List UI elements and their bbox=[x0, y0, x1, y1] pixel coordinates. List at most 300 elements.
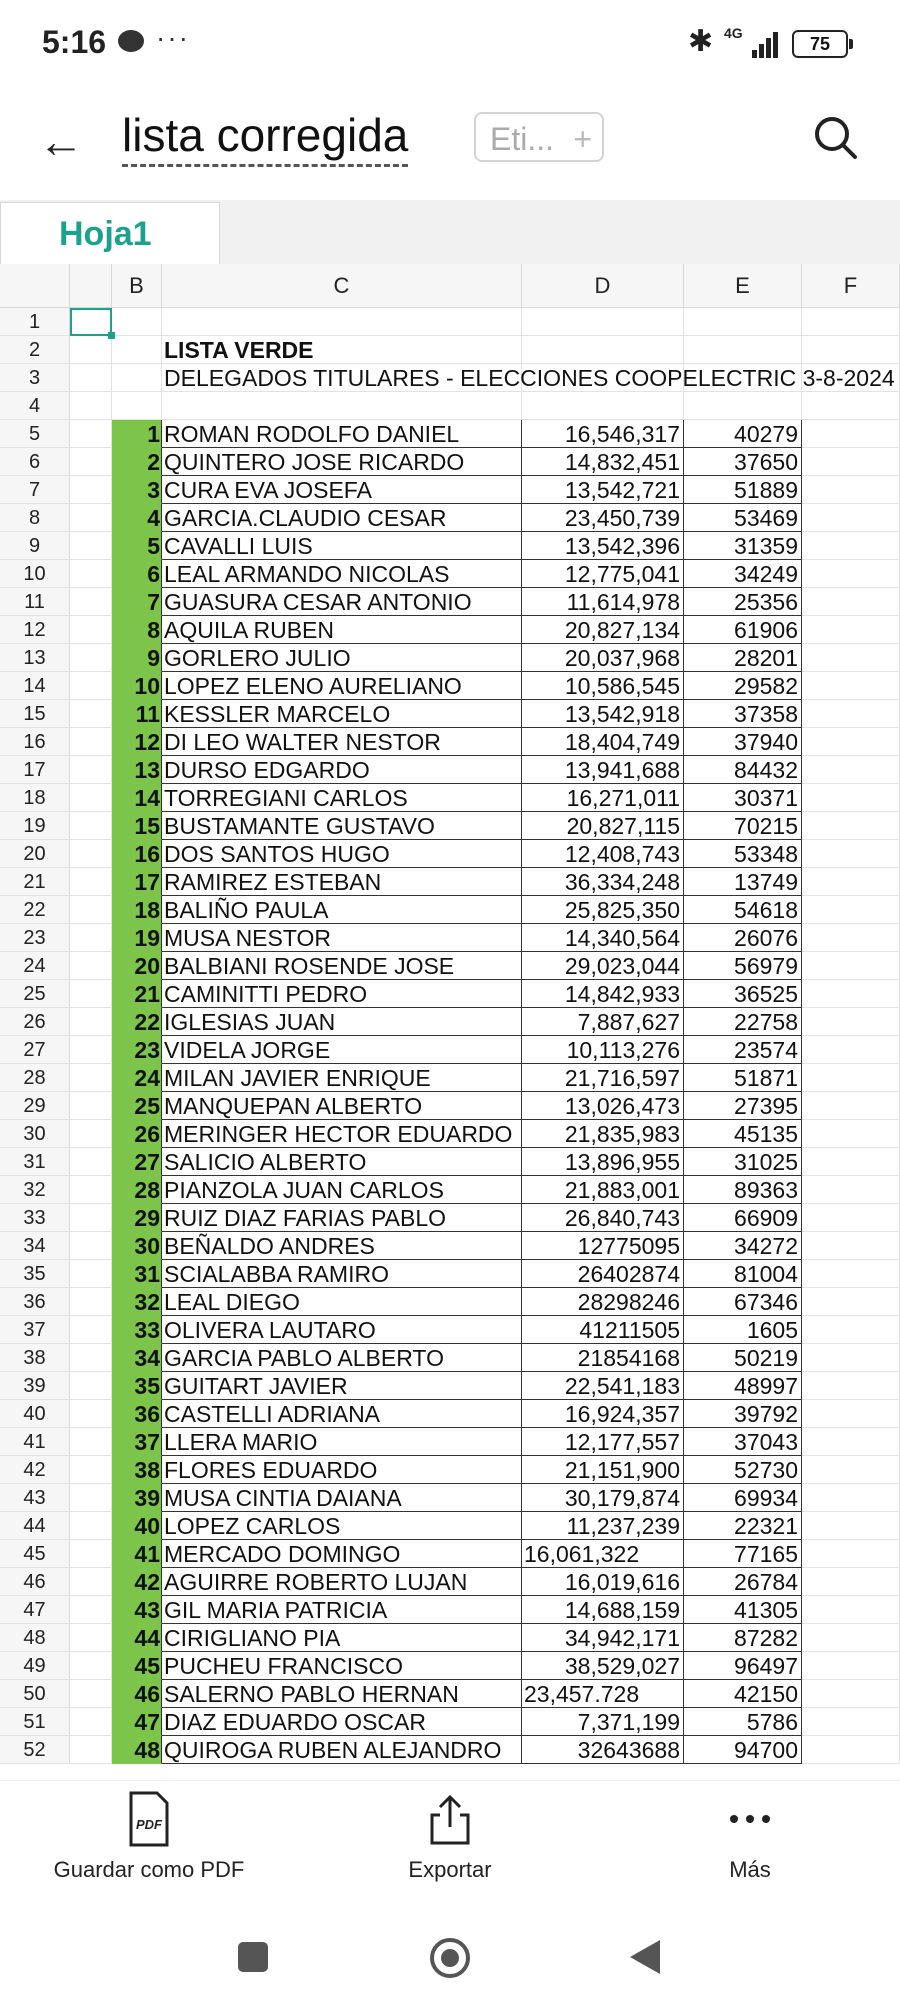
document-number-cell[interactable]: 38,529,027 bbox=[522, 1652, 684, 1680]
row-number[interactable]: 49 bbox=[0, 1652, 70, 1680]
home-icon[interactable] bbox=[428, 1936, 472, 1980]
grid-cell[interactable] bbox=[802, 448, 900, 476]
grid-cell[interactable] bbox=[70, 1008, 112, 1036]
grid-cell[interactable] bbox=[802, 896, 900, 924]
name-cell[interactable]: OLIVERA LAUTARO bbox=[162, 1316, 522, 1344]
name-cell[interactable]: MERCADO DOMINGO bbox=[162, 1540, 522, 1568]
name-cell[interactable]: ROMAN RODOLFO DANIEL bbox=[162, 420, 522, 448]
document-number-cell[interactable]: 34,942,171 bbox=[522, 1624, 684, 1652]
document-title[interactable]: lista corregida bbox=[122, 108, 408, 167]
grid-cell[interactable] bbox=[70, 392, 112, 420]
order-number-cell[interactable]: 22 bbox=[112, 1008, 162, 1036]
document-number-cell[interactable]: 29,023,044 bbox=[522, 952, 684, 980]
row-number[interactable]: 51 bbox=[0, 1708, 70, 1736]
search-icon[interactable] bbox=[812, 114, 858, 160]
member-number-cell[interactable]: 50219 bbox=[684, 1344, 802, 1372]
back-arrow-icon[interactable]: ← bbox=[38, 115, 84, 167]
row-number[interactable]: 25 bbox=[0, 980, 70, 1008]
name-cell[interactable]: QUINTERO JOSE RICARDO bbox=[162, 448, 522, 476]
document-number-cell[interactable]: 13,896,955 bbox=[522, 1148, 684, 1176]
row-number[interactable]: 42 bbox=[0, 1456, 70, 1484]
document-number-cell[interactable]: 26402874 bbox=[522, 1260, 684, 1288]
member-number-cell[interactable]: 22758 bbox=[684, 1008, 802, 1036]
name-cell[interactable]: BEÑALDO ANDRES bbox=[162, 1232, 522, 1260]
document-number-cell[interactable]: 16,271,011 bbox=[522, 784, 684, 812]
name-cell[interactable]: BALBIANI ROSENDE JOSE bbox=[162, 952, 522, 980]
document-number-cell[interactable]: 14,832,451 bbox=[522, 448, 684, 476]
grid-cell[interactable] bbox=[522, 364, 684, 392]
grid-cell[interactable] bbox=[70, 1036, 112, 1064]
row-number[interactable]: 8 bbox=[0, 504, 70, 532]
row-number[interactable]: 52 bbox=[0, 1736, 70, 1764]
row-number[interactable]: 32 bbox=[0, 1176, 70, 1204]
order-number-cell[interactable]: 48 bbox=[112, 1736, 162, 1764]
column-header-a[interactable] bbox=[70, 264, 112, 308]
member-number-cell[interactable]: 66909 bbox=[684, 1204, 802, 1232]
order-number-cell[interactable]: 30 bbox=[112, 1232, 162, 1260]
document-number-cell[interactable]: 14,688,159 bbox=[522, 1596, 684, 1624]
grid-cell[interactable] bbox=[70, 672, 112, 700]
row-number[interactable]: 44 bbox=[0, 1512, 70, 1540]
member-number-cell[interactable]: 34249 bbox=[684, 560, 802, 588]
order-number-cell[interactable]: 33 bbox=[112, 1316, 162, 1344]
member-number-cell[interactable]: 31025 bbox=[684, 1148, 802, 1176]
document-number-cell[interactable]: 21854168 bbox=[522, 1344, 684, 1372]
document-number-cell[interactable]: 11,237,239 bbox=[522, 1512, 684, 1540]
member-number-cell[interactable]: 51889 bbox=[684, 476, 802, 504]
grid-cell[interactable] bbox=[70, 476, 112, 504]
member-number-cell[interactable]: 89363 bbox=[684, 1176, 802, 1204]
grid-cell[interactable] bbox=[802, 812, 900, 840]
document-number-cell[interactable]: 14,340,564 bbox=[522, 924, 684, 952]
grid-cell[interactable] bbox=[70, 784, 112, 812]
grid-cell[interactable] bbox=[522, 392, 684, 420]
row-number[interactable]: 48 bbox=[0, 1624, 70, 1652]
order-number-cell[interactable]: 43 bbox=[112, 1596, 162, 1624]
document-number-cell[interactable]: 12,408,743 bbox=[522, 840, 684, 868]
grid-cell[interactable] bbox=[802, 1316, 900, 1344]
row-number[interactable]: 2 bbox=[0, 336, 70, 364]
row-number[interactable]: 27 bbox=[0, 1036, 70, 1064]
member-number-cell[interactable]: 30371 bbox=[684, 784, 802, 812]
member-number-cell[interactable]: 22321 bbox=[684, 1512, 802, 1540]
row-number[interactable]: 6 bbox=[0, 448, 70, 476]
order-number-cell[interactable]: 17 bbox=[112, 868, 162, 896]
document-number-cell[interactable]: 16,019,616 bbox=[522, 1568, 684, 1596]
member-number-cell[interactable]: 84432 bbox=[684, 756, 802, 784]
name-cell[interactable]: CAMINITTI PEDRO bbox=[162, 980, 522, 1008]
grid-cell[interactable] bbox=[70, 1400, 112, 1428]
order-number-cell[interactable]: 4 bbox=[112, 504, 162, 532]
grid-cell[interactable] bbox=[70, 560, 112, 588]
member-number-cell[interactable]: 81004 bbox=[684, 1260, 802, 1288]
document-number-cell[interactable]: 30,179,874 bbox=[522, 1484, 684, 1512]
grid-cell[interactable] bbox=[70, 812, 112, 840]
row-number[interactable]: 45 bbox=[0, 1540, 70, 1568]
grid-cell[interactable] bbox=[70, 1624, 112, 1652]
document-number-cell[interactable]: 32643688 bbox=[522, 1736, 684, 1764]
document-number-cell[interactable]: 23,450,739 bbox=[522, 504, 684, 532]
document-number-cell[interactable]: 7,887,627 bbox=[522, 1008, 684, 1036]
name-cell[interactable]: VIDELA JORGE bbox=[162, 1036, 522, 1064]
row-number[interactable]: 23 bbox=[0, 924, 70, 952]
tag-button[interactable] bbox=[474, 112, 604, 162]
row-number[interactable]: 16 bbox=[0, 728, 70, 756]
order-number-cell[interactable]: 19 bbox=[112, 924, 162, 952]
member-number-cell[interactable]: 52730 bbox=[684, 1456, 802, 1484]
document-number-cell[interactable]: 28298246 bbox=[522, 1288, 684, 1316]
document-number-cell[interactable]: 13,941,688 bbox=[522, 756, 684, 784]
grid-cell[interactable] bbox=[70, 644, 112, 672]
document-number-cell[interactable]: 10,586,545 bbox=[522, 672, 684, 700]
grid-cell[interactable] bbox=[802, 1736, 900, 1764]
grid-cell[interactable] bbox=[802, 504, 900, 532]
grid-cell[interactable] bbox=[70, 364, 112, 392]
member-number-cell[interactable]: 36525 bbox=[684, 980, 802, 1008]
grid-cell[interactable] bbox=[684, 336, 802, 364]
grid-cell[interactable] bbox=[112, 364, 162, 392]
row-number[interactable]: 29 bbox=[0, 1092, 70, 1120]
grid-cell[interactable] bbox=[802, 728, 900, 756]
document-number-cell[interactable]: 12775095 bbox=[522, 1232, 684, 1260]
row-number[interactable]: 20 bbox=[0, 840, 70, 868]
row-number[interactable]: 17 bbox=[0, 756, 70, 784]
document-number-cell[interactable]: 41211505 bbox=[522, 1316, 684, 1344]
name-cell[interactable]: MUSA CINTIA DAIANA bbox=[162, 1484, 522, 1512]
grid-cell[interactable] bbox=[802, 560, 900, 588]
grid-cell[interactable] bbox=[162, 392, 522, 420]
row-number[interactable]: 33 bbox=[0, 1204, 70, 1232]
member-number-cell[interactable]: 69934 bbox=[684, 1484, 802, 1512]
document-number-cell[interactable]: 7,371,199 bbox=[522, 1708, 684, 1736]
name-cell[interactable]: BUSTAMANTE GUSTAVO bbox=[162, 812, 522, 840]
name-cell[interactable]: SALERNO PABLO HERNAN bbox=[162, 1680, 522, 1708]
grid-cell[interactable] bbox=[70, 1204, 112, 1232]
grid-cell[interactable] bbox=[70, 980, 112, 1008]
row-number[interactable]: 30 bbox=[0, 1120, 70, 1148]
grid-cell[interactable] bbox=[802, 616, 900, 644]
name-cell[interactable]: CASTELLI ADRIANA bbox=[162, 1400, 522, 1428]
grid-cell[interactable] bbox=[802, 980, 900, 1008]
document-number-cell[interactable]: 13,026,473 bbox=[522, 1092, 684, 1120]
member-number-cell[interactable]: 28201 bbox=[684, 644, 802, 672]
grid-cell[interactable] bbox=[70, 896, 112, 924]
grid-cell[interactable] bbox=[70, 1232, 112, 1260]
name-cell[interactable]: DURSO EDGARDO bbox=[162, 756, 522, 784]
order-number-cell[interactable]: 35 bbox=[112, 1372, 162, 1400]
row-number[interactable]: 46 bbox=[0, 1568, 70, 1596]
member-number-cell[interactable]: 13749 bbox=[684, 868, 802, 896]
document-number-cell[interactable]: 18,404,749 bbox=[522, 728, 684, 756]
grid-cell[interactable] bbox=[802, 588, 900, 616]
document-number-cell[interactable]: 25,825,350 bbox=[522, 896, 684, 924]
order-number-cell[interactable]: 21 bbox=[112, 980, 162, 1008]
order-number-cell[interactable]: 36 bbox=[112, 1400, 162, 1428]
grid-cell[interactable] bbox=[70, 1680, 112, 1708]
member-number-cell[interactable]: 42150 bbox=[684, 1680, 802, 1708]
row-number[interactable]: 37 bbox=[0, 1316, 70, 1344]
document-number-cell[interactable]: 16,924,357 bbox=[522, 1400, 684, 1428]
name-cell[interactable]: RAMIREZ ESTEBAN bbox=[162, 868, 522, 896]
grid-cell[interactable] bbox=[70, 448, 112, 476]
member-number-cell[interactable]: 67346 bbox=[684, 1288, 802, 1316]
name-cell[interactable]: GUITART JAVIER bbox=[162, 1372, 522, 1400]
member-number-cell[interactable]: 34272 bbox=[684, 1232, 802, 1260]
member-number-cell[interactable]: 29582 bbox=[684, 672, 802, 700]
document-number-cell[interactable]: 12,775,041 bbox=[522, 560, 684, 588]
row-number[interactable]: 36 bbox=[0, 1288, 70, 1316]
name-cell[interactable]: CAVALLI LUIS bbox=[162, 532, 522, 560]
grid-cell[interactable] bbox=[70, 1596, 112, 1624]
grid-cell[interactable] bbox=[70, 1708, 112, 1736]
grid-cell[interactable] bbox=[522, 336, 684, 364]
row-number[interactable]: 22 bbox=[0, 896, 70, 924]
grid-cell[interactable] bbox=[70, 1540, 112, 1568]
grid-cell[interactable] bbox=[802, 1120, 900, 1148]
row-number[interactable]: 47 bbox=[0, 1596, 70, 1624]
member-number-cell[interactable]: 5786 bbox=[684, 1708, 802, 1736]
grid-cell[interactable] bbox=[802, 1232, 900, 1260]
column-header-f[interactable]: F bbox=[802, 264, 900, 308]
grid-cell[interactable] bbox=[802, 1596, 900, 1624]
row-number[interactable]: 4 bbox=[0, 392, 70, 420]
name-cell[interactable]: CIRIGLIANO PIA bbox=[162, 1624, 522, 1652]
name-cell[interactable]: AGUIRRE ROBERTO LUJAN bbox=[162, 1568, 522, 1596]
name-cell[interactable]: LEAL DIEGO bbox=[162, 1288, 522, 1316]
grid-cell[interactable] bbox=[802, 1624, 900, 1652]
back-nav-icon[interactable] bbox=[628, 1938, 662, 1976]
document-number-cell[interactable]: 23,457.728 bbox=[522, 1680, 684, 1708]
grid-cell[interactable] bbox=[70, 1176, 112, 1204]
grid-cell[interactable] bbox=[802, 1372, 900, 1400]
grid-cell[interactable] bbox=[802, 672, 900, 700]
order-number-cell[interactable]: 10 bbox=[112, 672, 162, 700]
name-cell[interactable]: DOS SANTOS HUGO bbox=[162, 840, 522, 868]
member-number-cell[interactable]: 37043 bbox=[684, 1428, 802, 1456]
grid-cell[interactable] bbox=[802, 308, 900, 336]
member-number-cell[interactable]: 54618 bbox=[684, 896, 802, 924]
column-header-b[interactable]: B bbox=[112, 264, 162, 308]
name-cell[interactable]: SALICIO ALBERTO bbox=[162, 1148, 522, 1176]
row-number[interactable]: 14 bbox=[0, 672, 70, 700]
name-cell[interactable]: MANQUEPAN ALBERTO bbox=[162, 1092, 522, 1120]
order-number-cell[interactable]: 46 bbox=[112, 1680, 162, 1708]
row-number[interactable]: 34 bbox=[0, 1232, 70, 1260]
row-number[interactable]: 13 bbox=[0, 644, 70, 672]
grid-cell[interactable] bbox=[802, 1484, 900, 1512]
member-number-cell[interactable]: 31359 bbox=[684, 532, 802, 560]
row-number[interactable]: 35 bbox=[0, 1260, 70, 1288]
grid-cell[interactable] bbox=[70, 1512, 112, 1540]
row-number[interactable]: 15 bbox=[0, 700, 70, 728]
order-number-cell[interactable]: 11 bbox=[112, 700, 162, 728]
order-number-cell[interactable]: 14 bbox=[112, 784, 162, 812]
name-cell[interactable]: LLERA MARIO bbox=[162, 1428, 522, 1456]
grid-cell[interactable] bbox=[802, 1540, 900, 1568]
selected-cell[interactable] bbox=[70, 308, 112, 336]
name-cell[interactable]: LEAL ARMANDO NICOLAS bbox=[162, 560, 522, 588]
grid-cell[interactable] bbox=[70, 588, 112, 616]
grid-cell[interactable] bbox=[70, 952, 112, 980]
order-number-cell[interactable]: 23 bbox=[112, 1036, 162, 1064]
member-number-cell[interactable]: 87282 bbox=[684, 1624, 802, 1652]
name-cell[interactable]: FLORES EDUARDO bbox=[162, 1456, 522, 1484]
name-cell[interactable]: MUSA NESTOR bbox=[162, 924, 522, 952]
member-number-cell[interactable]: 27395 bbox=[684, 1092, 802, 1120]
order-number-cell[interactable]: 26 bbox=[112, 1120, 162, 1148]
name-cell[interactable]: TORREGIANI CARLOS bbox=[162, 784, 522, 812]
order-number-cell[interactable]: 44 bbox=[112, 1624, 162, 1652]
grid-cell[interactable] bbox=[70, 1092, 112, 1120]
member-number-cell[interactable]: 53469 bbox=[684, 504, 802, 532]
name-cell[interactable]: LOPEZ CARLOS bbox=[162, 1512, 522, 1540]
document-number-cell[interactable]: 10,113,276 bbox=[522, 1036, 684, 1064]
grid-cell[interactable] bbox=[802, 1176, 900, 1204]
grid-cell[interactable] bbox=[70, 336, 112, 364]
row-number[interactable]: 10 bbox=[0, 560, 70, 588]
grid-cell[interactable] bbox=[70, 420, 112, 448]
document-number-cell[interactable]: 22,541,183 bbox=[522, 1372, 684, 1400]
grid-cell[interactable] bbox=[802, 840, 900, 868]
order-number-cell[interactable]: 13 bbox=[112, 756, 162, 784]
row-number[interactable]: 9 bbox=[0, 532, 70, 560]
row-number[interactable]: 43 bbox=[0, 1484, 70, 1512]
row-number[interactable]: 5 bbox=[0, 420, 70, 448]
document-number-cell[interactable]: 16,061,322 bbox=[522, 1540, 684, 1568]
order-number-cell[interactable]: 38 bbox=[112, 1456, 162, 1484]
document-number-cell[interactable]: 16,546,317 bbox=[522, 420, 684, 448]
order-number-cell[interactable]: 32 bbox=[112, 1288, 162, 1316]
grid-cell[interactable] bbox=[70, 1736, 112, 1764]
order-number-cell[interactable]: 16 bbox=[112, 840, 162, 868]
name-cell[interactable]: GORLERO JULIO bbox=[162, 644, 522, 672]
order-number-cell[interactable]: 34 bbox=[112, 1344, 162, 1372]
grid-cell[interactable] bbox=[70, 868, 112, 896]
member-number-cell[interactable]: 23574 bbox=[684, 1036, 802, 1064]
name-cell[interactable]: MERINGER HECTOR EDUARDO bbox=[162, 1120, 522, 1148]
grid-cell[interactable] bbox=[802, 476, 900, 504]
order-number-cell[interactable]: 1 bbox=[112, 420, 162, 448]
order-number-cell[interactable]: 29 bbox=[112, 1204, 162, 1232]
grid-cell[interactable] bbox=[70, 700, 112, 728]
document-number-cell[interactable]: 13,542,396 bbox=[522, 532, 684, 560]
member-number-cell[interactable]: 41305 bbox=[684, 1596, 802, 1624]
member-number-cell[interactable]: 77165 bbox=[684, 1540, 802, 1568]
order-number-cell[interactable]: 7 bbox=[112, 588, 162, 616]
name-cell[interactable]: BALIÑO PAULA bbox=[162, 896, 522, 924]
sheet-tab-hoja1[interactable]: Hoja1 bbox=[0, 202, 220, 264]
grid-cell[interactable] bbox=[684, 308, 802, 336]
column-header-c[interactable]: C bbox=[162, 264, 522, 308]
member-number-cell[interactable]: 39792 bbox=[684, 1400, 802, 1428]
grid-cell[interactable] bbox=[70, 1120, 112, 1148]
row-number[interactable]: 38 bbox=[0, 1344, 70, 1372]
order-number-cell[interactable]: 5 bbox=[112, 532, 162, 560]
grid-cell[interactable] bbox=[802, 1092, 900, 1120]
grid-cell[interactable] bbox=[70, 1456, 112, 1484]
grid-cell[interactable] bbox=[162, 308, 522, 336]
order-number-cell[interactable]: 6 bbox=[112, 560, 162, 588]
name-cell[interactable]: KESSLER MARCELO bbox=[162, 700, 522, 728]
grid-cell[interactable] bbox=[802, 1008, 900, 1036]
row-number[interactable]: 7 bbox=[0, 476, 70, 504]
grid-cell[interactable] bbox=[112, 392, 162, 420]
grid-cell[interactable]: LISTA VERDE bbox=[162, 336, 522, 364]
name-cell[interactable]: QUIROGA RUBEN ALEJANDRO bbox=[162, 1736, 522, 1764]
document-number-cell[interactable]: 36,334,248 bbox=[522, 868, 684, 896]
grid-cell[interactable] bbox=[802, 420, 900, 448]
grid-cell[interactable] bbox=[802, 868, 900, 896]
name-cell[interactable]: IGLESIAS JUAN bbox=[162, 1008, 522, 1036]
grid-cell[interactable] bbox=[802, 700, 900, 728]
member-number-cell[interactable]: 53348 bbox=[684, 840, 802, 868]
grid-cell[interactable] bbox=[802, 1680, 900, 1708]
grid-cell[interactable] bbox=[70, 1288, 112, 1316]
member-number-cell[interactable]: 48997 bbox=[684, 1372, 802, 1400]
order-number-cell[interactable]: 2 bbox=[112, 448, 162, 476]
row-number[interactable]: 31 bbox=[0, 1148, 70, 1176]
member-number-cell[interactable]: 51871 bbox=[684, 1064, 802, 1092]
row-number[interactable]: 1 bbox=[0, 308, 70, 336]
row-number[interactable]: 26 bbox=[0, 1008, 70, 1036]
order-number-cell[interactable]: 20 bbox=[112, 952, 162, 980]
name-cell[interactable]: GARCIA PABLO ALBERTO bbox=[162, 1344, 522, 1372]
grid-cell[interactable] bbox=[802, 1568, 900, 1596]
grid-cell[interactable] bbox=[70, 504, 112, 532]
save-pdf-button[interactable] bbox=[44, 1791, 254, 1883]
order-number-cell[interactable]: 3 bbox=[112, 476, 162, 504]
member-number-cell[interactable]: 37650 bbox=[684, 448, 802, 476]
member-number-cell[interactable]: 26076 bbox=[684, 924, 802, 952]
document-number-cell[interactable]: 26,840,743 bbox=[522, 1204, 684, 1232]
grid-cell[interactable] bbox=[802, 1148, 900, 1176]
order-number-cell[interactable]: 45 bbox=[112, 1652, 162, 1680]
grid-cell[interactable] bbox=[802, 532, 900, 560]
member-number-cell[interactable]: 37358 bbox=[684, 700, 802, 728]
grid-cell[interactable] bbox=[70, 1344, 112, 1372]
order-number-cell[interactable]: 28 bbox=[112, 1176, 162, 1204]
member-number-cell[interactable]: 40279 bbox=[684, 420, 802, 448]
member-number-cell[interactable]: 70215 bbox=[684, 812, 802, 840]
member-number-cell[interactable]: 45135 bbox=[684, 1120, 802, 1148]
grid-cell[interactable] bbox=[802, 924, 900, 952]
member-number-cell[interactable]: 96497 bbox=[684, 1652, 802, 1680]
grid-cell[interactable] bbox=[802, 644, 900, 672]
member-number-cell[interactable]: 37940 bbox=[684, 728, 802, 756]
order-number-cell[interactable]: 37 bbox=[112, 1428, 162, 1456]
name-cell[interactable]: AQUILA RUBEN bbox=[162, 616, 522, 644]
order-number-cell[interactable]: 8 bbox=[112, 616, 162, 644]
row-number[interactable]: 28 bbox=[0, 1064, 70, 1092]
name-cell[interactable]: SCIALABBA RAMIRO bbox=[162, 1260, 522, 1288]
grid-cell[interactable] bbox=[70, 756, 112, 784]
document-number-cell[interactable]: 13,542,918 bbox=[522, 700, 684, 728]
document-number-cell[interactable]: 12,177,557 bbox=[522, 1428, 684, 1456]
grid-cell[interactable] bbox=[70, 532, 112, 560]
grid-cell[interactable] bbox=[802, 1036, 900, 1064]
row-number[interactable]: 50 bbox=[0, 1680, 70, 1708]
grid-cell[interactable] bbox=[802, 1260, 900, 1288]
grid-cell[interactable] bbox=[70, 924, 112, 952]
row-number[interactable]: 39 bbox=[0, 1372, 70, 1400]
grid-cell[interactable] bbox=[802, 1064, 900, 1092]
grid-cell[interactable] bbox=[802, 1708, 900, 1736]
document-number-cell[interactable]: 21,151,900 bbox=[522, 1456, 684, 1484]
name-cell[interactable]: MILAN JAVIER ENRIQUE bbox=[162, 1064, 522, 1092]
order-number-cell[interactable]: 41 bbox=[112, 1540, 162, 1568]
row-number[interactable]: 18 bbox=[0, 784, 70, 812]
name-cell[interactable]: GUASURA CESAR ANTONIO bbox=[162, 588, 522, 616]
